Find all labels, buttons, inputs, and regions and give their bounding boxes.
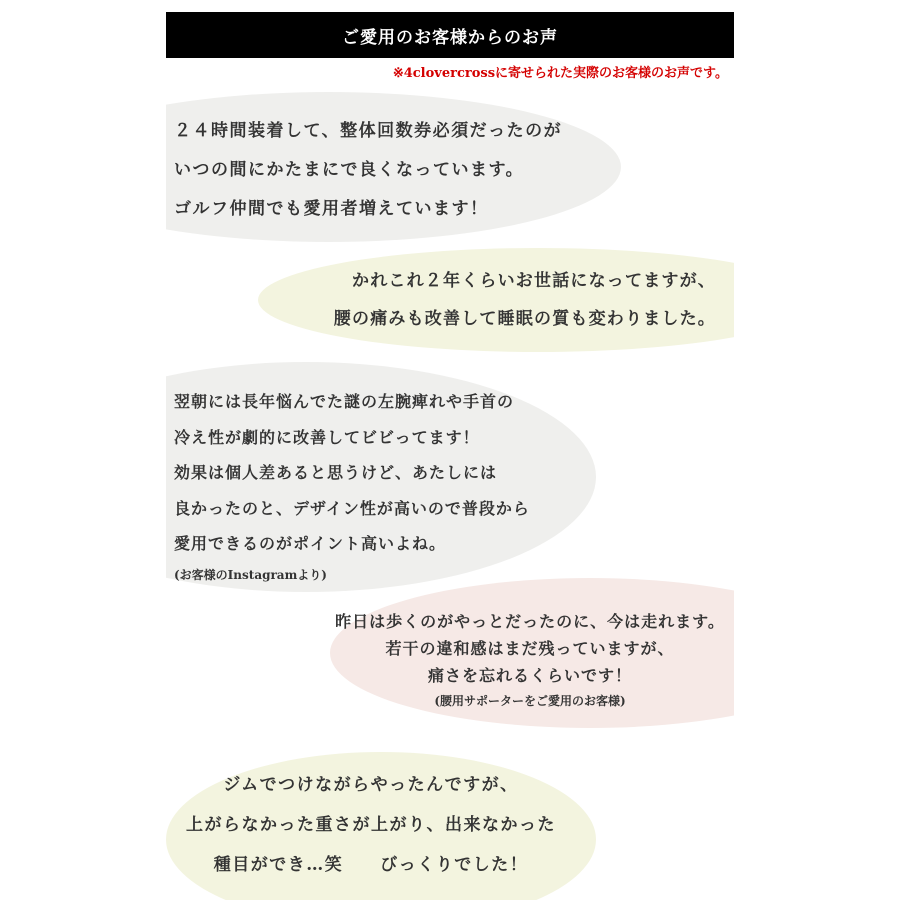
testimonial-line: 上がらなかった重さが上がり、出来なかった bbox=[186, 815, 556, 835]
testimonials-page bbox=[166, 0, 734, 900]
testimonial-line: 痛さを忘れるくらいです！ bbox=[427, 666, 632, 685]
testimonial-line: 愛用できるのがポイント高いよね。 bbox=[174, 534, 447, 553]
testimonial-line: 若干の違和感はまだ残っていますが、 bbox=[385, 639, 675, 658]
testimonial-4 bbox=[330, 608, 730, 713]
testimonial-line: ジムでつけながらやったんですが、 bbox=[223, 775, 519, 795]
testimonial-1 bbox=[174, 112, 562, 229]
testimonial-line: 種目ができ…笑 びっくりでした！ bbox=[213, 855, 529, 875]
testimonial-line: ゴルフ仲間でも愛用者増えています！ bbox=[174, 199, 489, 219]
testimonial-line: かれこれ２年くらいお世話になってますが、 bbox=[352, 271, 716, 291]
testimonial-line: 翌朝には長年悩んでた謎の左腕痺れや手首の bbox=[174, 392, 515, 411]
testimonial-source: (腰用サポーターをご愛用のお客様) bbox=[434, 694, 626, 708]
testimonial-line: ２４時間装着して、整体回数券必須だったのが bbox=[174, 121, 563, 141]
testimonial-2 bbox=[334, 262, 716, 338]
testimonial-line: 良かったのと、デザイン性が高いので普段から bbox=[174, 498, 530, 518]
testimonial-line: いつの間にかたまにで良くなっています。 bbox=[174, 160, 525, 180]
testimonial-source: (お客様のInstagramより) bbox=[174, 567, 327, 582]
testimonial-line: 昨日は歩くのがやっとだったのに、今は走れます。 bbox=[335, 612, 725, 631]
testimonial-3 bbox=[174, 384, 530, 588]
header-bar bbox=[166, 12, 734, 58]
header-note: ※4clovercrossに寄せられた実際のお客様のお声です。 bbox=[392, 66, 728, 81]
testimonial-5 bbox=[166, 765, 576, 885]
page-title: ご愛用のお客様からのお声 bbox=[342, 27, 558, 48]
testimonial-line: 冷え性が劇的に改善してビビってます！ bbox=[174, 427, 480, 447]
testimonial-line: 腰の痛みも改善して睡眠の質も変わりました。 bbox=[333, 309, 716, 329]
testimonial-line: 効果は個人差あると思うけど、あたしには bbox=[174, 463, 498, 482]
